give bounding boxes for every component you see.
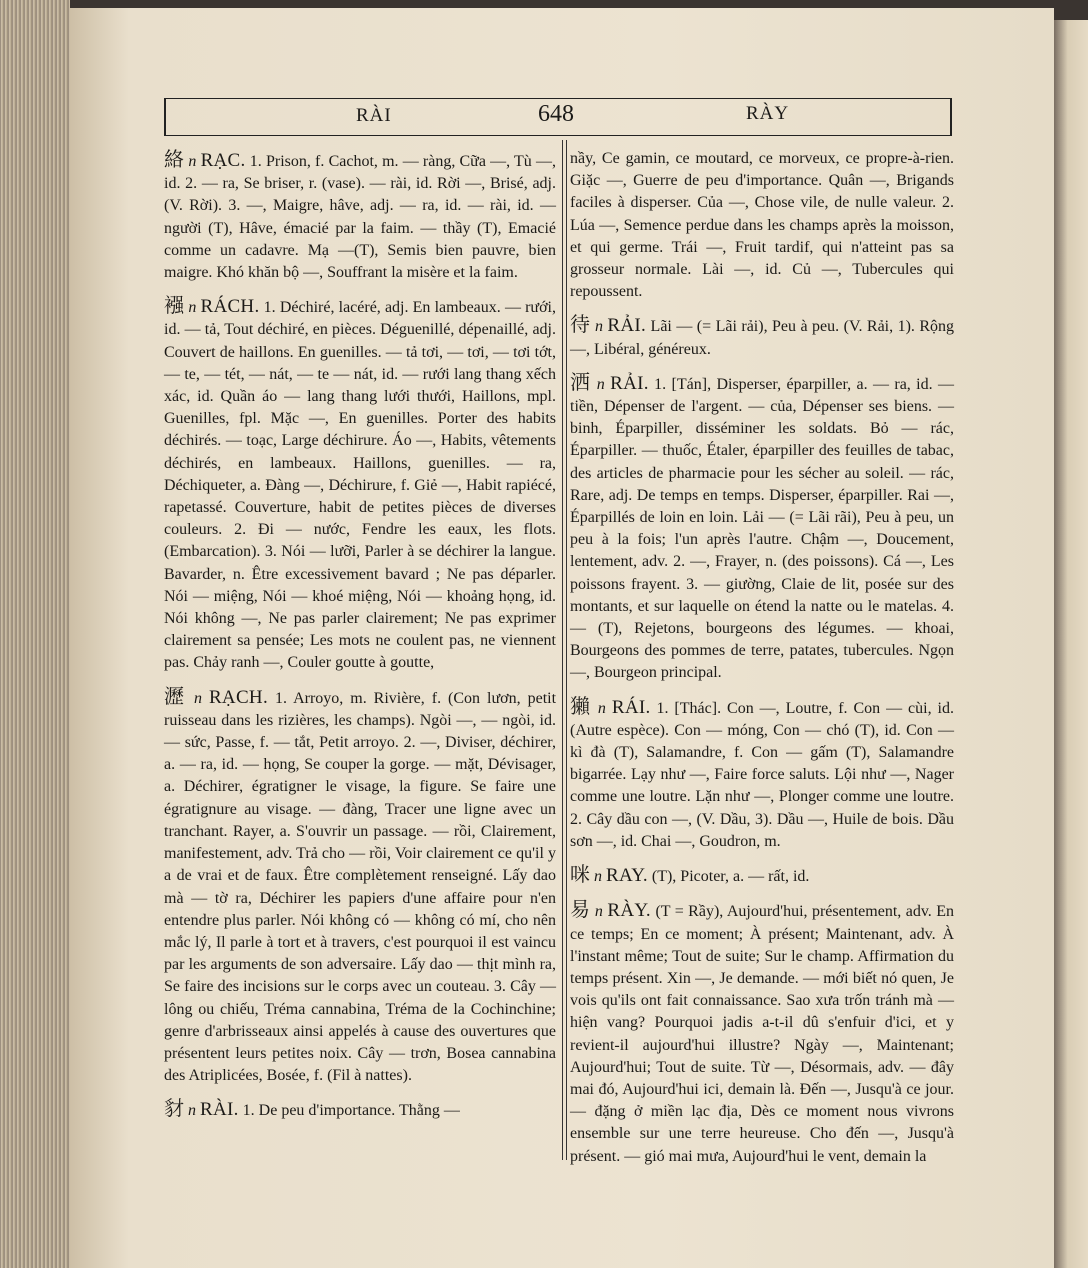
entry-definition: 1. Déchiré, lacéré, adj. En lambeaux. — rưới, id. — tả, Tout déchiré, en pièces. Déguenillé, dépenaillé, adj. Couvert de haillons. En guenilles. — tả tơi, — tơi, — tơi tớt, — te, — tét, — nát, — te — nát, id. — rưới lang thang xếch xác, id. Quần áo — lang thang lưới thưới, Haillons, mpl. Guenilles, fpl. Mặc —, En guenilles. Porter des habits déchirés. — toạc, Large déchirure. Áo —, Habits, vêtements déchirés, en lambeaux. Haillons, guenilles. — ra, Déchiqueter, a. Đàng —, Déchirure, f. Giẻ —, Habit rapiécé, rapetassé. Couverture, habit de petites pièces de diverses couleurs. 2. Đi — nước, Fendre les eaux, les flots. (Embarcation). 3. Nói — lưỡi, Parler à se déchirer la langue. Bavarder, n. Être excessivement bavard ; Ne pas déparler. Nói — miệng, Nói — khoé miệng, Nói — khoảng họng, id. Nói không —, Ne pas parler clairement; Ne pas exprimer clairement sa pensée; Les mots ne coulent pas, ne viennent pas. Chảy ranh —, Couler goutte à goutte, [164,299,556,672]
right-column [570,148,954,1178]
left-guide-word: RÀI [356,105,392,126]
entry-pos: n [193,689,202,707]
entry-hanzi: 洒 [570,369,592,394]
entry-headword: RÀI. [200,1099,239,1121]
entry-definition: 1. [Tán], Disperser, éparpiller, a. — ra, id. — tiền, Dépenser de l'argent. — của, Dépenser ses biens. — binh, Éparpiller, disséminer les soldats. Bỏ — rác, Éparpiller. — thuốc, Étaler, éparpiller des feuilles de tabac, des articles de pharmacie pour les sécher au soleil. — rác, Rare, adj. De temps en temps. Disperser, éparpiller. Rai —, Éparpillés de loin en loin. Lải — (= Lãi rãi), Peu à peu, un peu à la fois; l'un après l'autre. Chậm —, Doucement, lentement, adv. 2. —, Frayer, n. (des poissons). Cá —, Les poissons frayent. 3. — giường, Claie de lit, posée sur des montants, et sur laquelle on étend la natte ou le matelas. 4. — (T), Rejetons, bourgeons des légumes. — khoai, Bourgeons des pommes de terre, patates, tubercules. Ngọn —, Bourgeon principal. [570,375,954,682]
column-divider [562,140,567,1160]
entry-hanzi: 獺 [570,693,592,718]
entry-definition: (T), Picoter, a. — rất, id. [651,868,810,886]
entry-hanzi: 襁 [164,293,185,318]
entry-pos: n [597,699,606,717]
entry-definition: 1. De peu d'importance. Thằng — [242,1102,460,1120]
entry-definition: (T = Rầy), Aujourd'hui, présentement, adv. En ce temps; En ce moment; À présent; Maintenant, adv. À l'instant même; Tout de suite; Sur le champ. Affirmation du temps présent. Xin —, Je demande. — mới biết nó quen, Je vois qu'ils ont fait connaissance. Sao xưa trốn tránh mà — hiện vang? Pourquoi jadis a-t-il dû s'enfuir d'ici, et y revient-il aujourd'hui illustre? Ngày —, Maintenant; Aujourd'hui; Tout de suite. Từ —, Désormais, adv. — đây mai đó, Aujourd'hui ici, demain là. Đến —, Jusqu'à ce jour. — đặng ở miền lạc địa, Dès ce moment nous vivrons ensemble sur une terre heureuse. Cho đến —, Jusqu'à présent. — gió mai mưa, Aujourd'hui le vent, demain la [570,903,954,1165]
entry-rai-3 [570,371,954,685]
entry-rach-2 [164,685,556,1088]
entry-pos: n [594,903,603,921]
entry-pos: n [594,318,603,336]
entry-headword: RẢI. [607,315,647,337]
entry-definition: 1. Prison, f. Cachot, m. — ràng, Cữa —, Tù —, id. 2. — ra, Se briser, r. (vase). — rài, id. Rời —, Brisé, adj. (V. Rời). 3. —, Maigre, hâve, adj. — ra, id. — rài, id. — người (T), Hâve, émacié par la faim. — thầy (T), Emacié comme un cadavre. Mạ —(T), Semis bien pauvre, bien maigre. Khó khăn bộ —, Souffrant la misère et la faim. [164,153,556,282]
facing-page-edge [1054,20,1088,1268]
left-column [164,148,556,1133]
entry-definition: 1. Arroyo, m. Rivière, f. (Con lươn, petit ruisseau dans les rizières, les champs). Ngòi —, — ngòi, id. — sức, Passe, f. — tắt, Petit arroyo. 2. —, Diviser, déchirer, a. — ra, id. — họng, Se couper la gorge. — mặt, Dévisager, a. Déchirer, égratigner le visage, la figure. Se faire une égratignure au visage. — đàng, Tracer une ligne avec un tranchant. Rayer, a. S'ouvrir un passage. — rồi, Clairement, manifestement, adv. Trả cho — rồi, Voir clairement ce qu'il y a de vrai et de faux. Être complètement renseigné. Lấy dao mà — tờ ra, Déchirer les papiers d'une affaire pour n'en entendre plus parler. Nói không có — không có mí, cho nên mắc lý, Il parle à tort et à travers, c'est pourquoi il est vaincu par les arguments de son adversaire. Lấy dao — thịt mình ra, Se faire des incisions sur le corps avec un couteau. 3. Cây — lông ou chiếu, Tréma cannabina, Tréma de la Cochinchine; genre d'arbrisseaux ainsi appelés à cause des ouvertures que présentent leurs petites noix. Cây — trơn, Bosea cannabina des Atriplicées, Bosée, f. (Fil à nattes). [164,689,557,1085]
entry-headword: RẢI. [610,372,649,394]
entry-rac [164,148,556,284]
entry-headword: RẠC. [200,150,246,171]
entry-rai-continued [570,148,954,303]
entry-headword: RÁCH. [200,296,260,318]
right-guide-word: RÀY [746,103,790,124]
entry-pos: n [188,153,197,170]
entry-ray [570,863,954,888]
book-page-edge [0,0,70,1268]
entry-headword: RẠCH. [208,686,268,708]
entry-rai-2 [570,313,954,360]
entry-hanzi: 瀝 [164,683,187,708]
entry-headword: RÀY. [607,900,651,922]
entry-headword: RÁI. [611,696,651,718]
entry-pos: n [594,868,602,886]
page-number: 648 [538,101,574,127]
entry-rai [164,1097,556,1122]
entry-pos: n [596,375,605,393]
entry-hanzi: 易 [570,897,591,922]
entry-definition: 1. [Thác]. Con —, Loutre, f. Con — cùi, id. (Autre espèce). Con — móng, Con — chó (T), id. Con — kì đà (T), Salamandre, f. Con — gấm (T), Salamandre bigarrée. Lạy như —, Faire force saluts. Lội như —, Nager comme une loutre. Lặn như —, Plonger comme une loutre. 2. Cây dầu con —, (V. Dầu, 3). Dầu —, Huile de bois. Dầu sơn —, id. Chai —, Goudron, m. [570,699,954,850]
entry-ray-2 [570,898,954,1167]
running-header [164,98,952,136]
entry-definition: nầy, Ce gamin, ce moutard, ce morveux, ce propre-à-rien. Giặc —, Guerre de peu d'importance. Quân —, Brigands faciles à disperser. Của —, Chose vile, de nulle valeur. 2. Lúa —, Semence perdue dans les champs après la moisson, et qui germe. Trái —, Fruit tardif, qui n'atteint pas sa grosseur normale. Lài —, id. Củ —, Tubercules qui repoussent. [570,150,954,301]
entry-hanzi: 待 [570,312,591,337]
entry-hanzi: 絡 [164,147,185,171]
entry-definition: Lãi — (= Lãi rải), Peu à peu. (V. Rải, 1). Rộng —, Libéral, généreux. [570,318,955,358]
entry-rai-4 [570,695,954,853]
entry-headword: RAY. [606,865,648,887]
entry-pos: n [188,299,197,317]
entry-pos: n [188,1102,196,1120]
entry-hanzi: 豺 [164,1096,184,1121]
entry-hanzi: 咪 [570,862,590,887]
entry-rach-1 [164,294,556,674]
